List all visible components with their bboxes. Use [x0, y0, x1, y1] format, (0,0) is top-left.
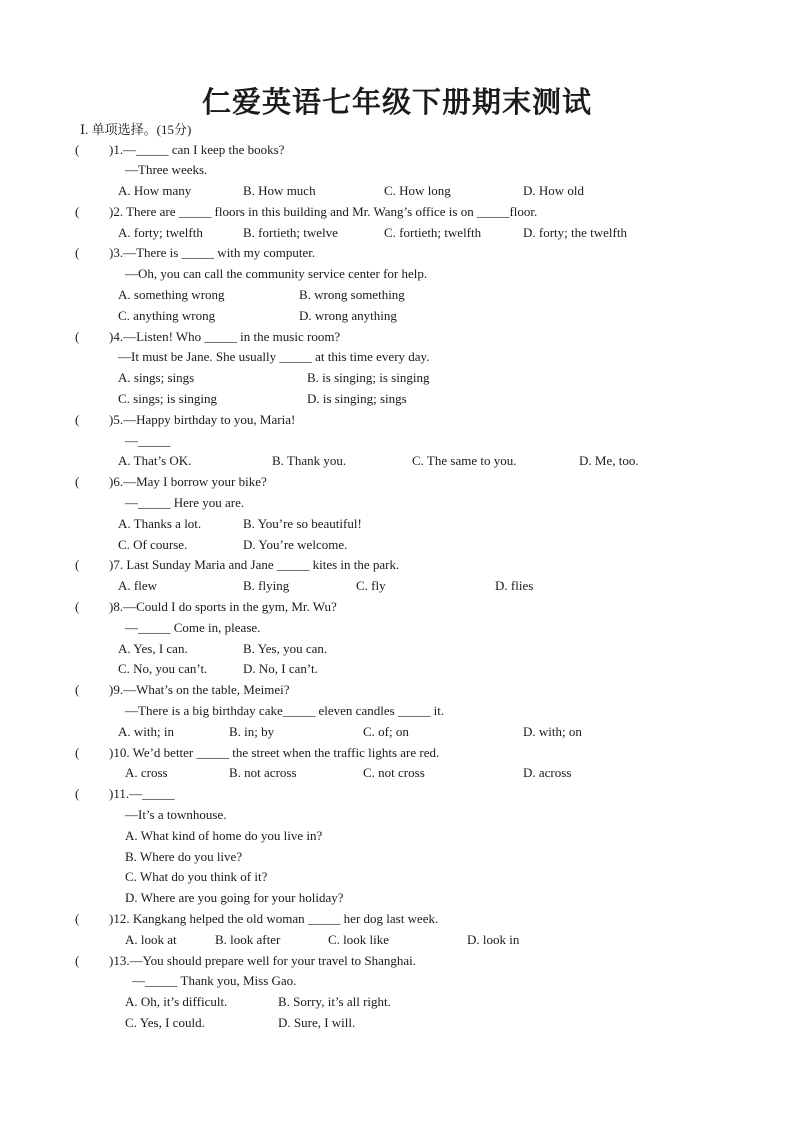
option-b: B. is singing; is singing — [307, 370, 430, 385]
option-d: D. is singing; sings — [307, 391, 407, 406]
page-title: 仁爱英语七年级下册期末测试 — [201, 85, 592, 119]
option-c: C. No, you can’t. — [118, 661, 208, 676]
option-b: B. in; by — [229, 724, 275, 739]
option-b: B. fortieth; twelve — [243, 225, 338, 240]
option-b: B. Where do you live? — [125, 849, 243, 864]
question-13: ( )13.—You should prepare well for your travel to Shanghai. — [75, 953, 417, 968]
question-6: ( )6.—May I borrow your bike? — [75, 474, 267, 489]
question-9: ( )9.—What’s on the table, Meimei? — [75, 682, 290, 697]
question-stem: )11.—_____ — [109, 786, 175, 801]
question-stem: )2. There are _____ floors in this building and Mr. Wang’s office is on _____floor. — [109, 204, 538, 219]
option-d: D. Me, too. — [579, 453, 639, 468]
option-b: B. look after — [215, 932, 281, 947]
option-c: C. fortieth; twelfth — [384, 225, 482, 240]
question-line: —_____ Come in, please. — [125, 620, 261, 635]
question-stem: )13.—You should prepare well for your travel to Shanghai. — [109, 953, 417, 968]
question-line: —It’s a townhouse. — [125, 807, 227, 822]
question-line: —Oh, you can call the community service center for help. — [125, 266, 428, 281]
question-12: ( )12. Kangkang helped the old woman _____ her dog last week. — [75, 911, 439, 926]
question-4: ( )4.—Listen! Who _____ in the music room? — [75, 329, 341, 344]
question-3: ( )3.—There is _____ with my computer. — [75, 245, 316, 260]
question-stem: )6.—May I borrow your bike? — [109, 474, 267, 489]
question-1: ( )1.—_____ can I keep the books? — [75, 142, 285, 157]
option-a: A. with; in — [118, 724, 174, 739]
option-a: A. Yes, I can. — [118, 641, 188, 656]
option-d: D. How old — [523, 183, 585, 198]
option-c: C. anything wrong — [118, 308, 216, 323]
option-a: A. look at — [125, 932, 177, 947]
question-stem: )1.—_____ can I keep the books? — [109, 142, 285, 157]
option-a: A. flew — [118, 578, 157, 593]
option-c: C. fly — [356, 578, 386, 593]
question-stem: )10. We’d better _____ the street when the traffic lights are red. — [109, 745, 440, 760]
option-a: A. Oh, it’s difficult. — [125, 994, 228, 1009]
section-heading: Ⅰ. 单项选择。(15分) — [80, 122, 192, 137]
option-d: D. forty; the twelfth — [523, 225, 627, 240]
option-b: B. Thank you. — [272, 453, 347, 468]
option-c: C. of; on — [363, 724, 409, 739]
option-c: C. The same to you. — [412, 453, 517, 468]
option-c: C. look like — [328, 932, 390, 947]
question-stem: )4.—Listen! Who _____ in the music room? — [109, 329, 341, 344]
question-2: ( )2. There are _____ floors in this building and Mr. Wang’s office is on _____floor. — [75, 204, 538, 219]
option-c: C. How long — [384, 183, 451, 198]
option-b: B. not across — [229, 765, 297, 780]
option-d: D. You’re welcome. — [243, 537, 348, 552]
question-11: ( )11.—_____ — [75, 786, 175, 801]
question-stem: )9.—What’s on the table, Meimei? — [109, 682, 290, 697]
question-stem: )7. Last Sunday Maria and Jane _____ kites in the park. — [109, 557, 400, 572]
option-c: C. Of course. — [118, 537, 188, 552]
question-stem: )3.—There is _____ with my computer. — [109, 245, 316, 260]
question-stem: )8.—Could I do sports in the gym, Mr. Wu? — [109, 599, 337, 614]
option-b: B. wrong something — [299, 287, 405, 302]
option-a: A. cross — [125, 765, 168, 780]
option-c: C. sings; is singing — [118, 391, 217, 406]
option-d: D. across — [523, 765, 572, 780]
option-d: D. Sure, I will. — [278, 1015, 356, 1030]
option-b: B. flying — [243, 578, 290, 593]
option-a: A. What kind of home do you live in? — [125, 828, 323, 843]
option-b: B. Sorry, it’s all right. — [278, 994, 391, 1009]
option-d: D. wrong anything — [299, 308, 397, 323]
option-a: A. That’s OK. — [118, 453, 192, 468]
option-a: A. sings; sings — [118, 370, 195, 385]
option-a: A. Thanks a lot. — [118, 516, 202, 531]
option-a: A. How many — [118, 183, 192, 198]
question-7: ( )7. Last Sunday Maria and Jane _____ kites in the park. — [75, 557, 400, 572]
question-8: ( )8.—Could I do sports in the gym, Mr. Wu? — [75, 599, 337, 614]
option-d: D. flies — [495, 578, 534, 593]
option-c: C. What do you think of it? — [125, 869, 268, 884]
option-d: D. with; on — [523, 724, 582, 739]
question-5: ( )5.—Happy birthday to you, Maria! — [75, 412, 296, 427]
question-stem: )5.—Happy birthday to you, Maria! — [109, 412, 296, 427]
option-d: D. Where are you going for your holiday? — [125, 890, 344, 905]
question-line: —_____ — [125, 433, 171, 448]
option-d: D. look in — [467, 932, 520, 947]
option-b: B. You’re so beautiful! — [243, 516, 362, 531]
question-line: —Three weeks. — [125, 162, 208, 177]
option-a: A. something wrong — [118, 287, 225, 302]
question-line: —_____ Here you are. — [125, 495, 245, 510]
question-10: ( )10. We’d better _____ the street when the traffic lights are red. — [75, 745, 440, 760]
option-b: B. Yes, you can. — [243, 641, 328, 656]
option-a: A. forty; twelfth — [118, 225, 203, 240]
option-d: D. No, I can’t. — [243, 661, 318, 676]
question-line: —It must be Jane. She usually _____ at this time every day. — [118, 349, 430, 364]
question-line: —_____ Thank you, Miss Gao. — [132, 973, 297, 988]
question-stem: )12. Kangkang helped the old woman _____ her dog last week. — [109, 911, 439, 926]
option-c: C. Yes, I could. — [125, 1015, 205, 1030]
option-c: C. not cross — [363, 765, 425, 780]
question-line: —There is a big birthday cake_____ eleven candles _____ it. — [125, 703, 445, 718]
option-b: B. How much — [243, 183, 316, 198]
